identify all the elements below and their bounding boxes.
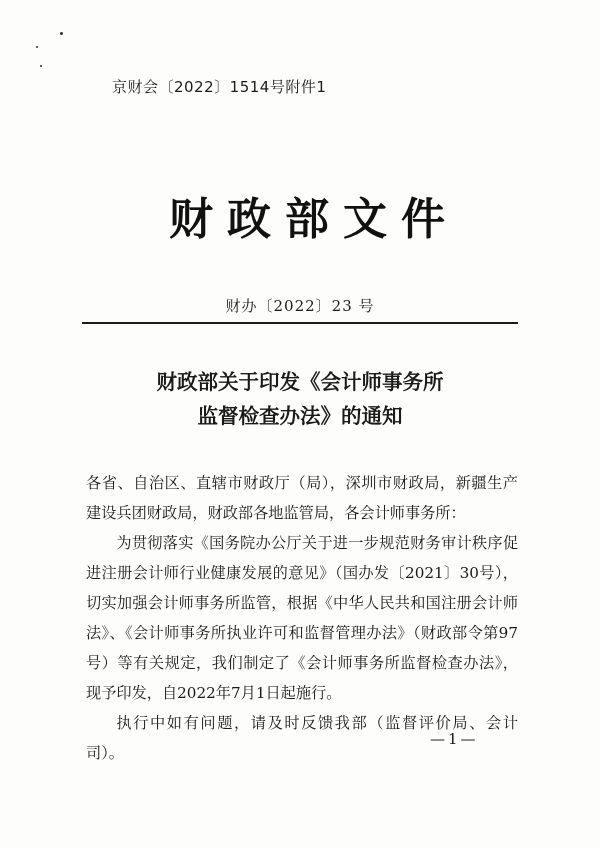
header-rule: [82, 322, 518, 324]
scan-speck: [60, 32, 63, 35]
issuer-heading: 财政部文件: [169, 194, 459, 245]
notice-body: [86, 468, 518, 768]
body-paragraph: 执行中如有问题，请及时反馈我部（监督评价局、会计司）。: [86, 714, 518, 762]
document-number: 财办〔2022〕23 号: [225, 297, 375, 315]
notice-title-line: 财政部关于印发《会计师事务所: [156, 370, 444, 394]
scan-speck: [40, 65, 42, 67]
body-paragraph: 为贯彻落实《国务院办公厅关于进一步规范财务审计秩序促进注册会计师行业健康发展的意见》（国办发〔2021〕30号），切实加强会计师事务所监管，根据《中华人民共和国注册会计师法》、《会计师事务所执业许可和监督管理办法》（财政部令第97号）等有关规定，我们制定了《会计师事务所监督检查办法》，现予印发，自2022年7月1日起施行。: [86, 534, 518, 702]
scan-speck: [36, 46, 38, 48]
notice-title: [0, 365, 600, 433]
addressee-paragraph: 各省、自治区、直辖市财政厅（局），深圳市财政局，新疆生产建设兵团财政局，财政部各地监管局，各会计师事务所：: [86, 474, 518, 522]
page-number: —1—: [430, 730, 479, 748]
notice-title-line: 监督检查办法》的通知: [197, 404, 403, 428]
attachment-reference: 京财会〔2022〕1514号附件1: [112, 78, 327, 96]
